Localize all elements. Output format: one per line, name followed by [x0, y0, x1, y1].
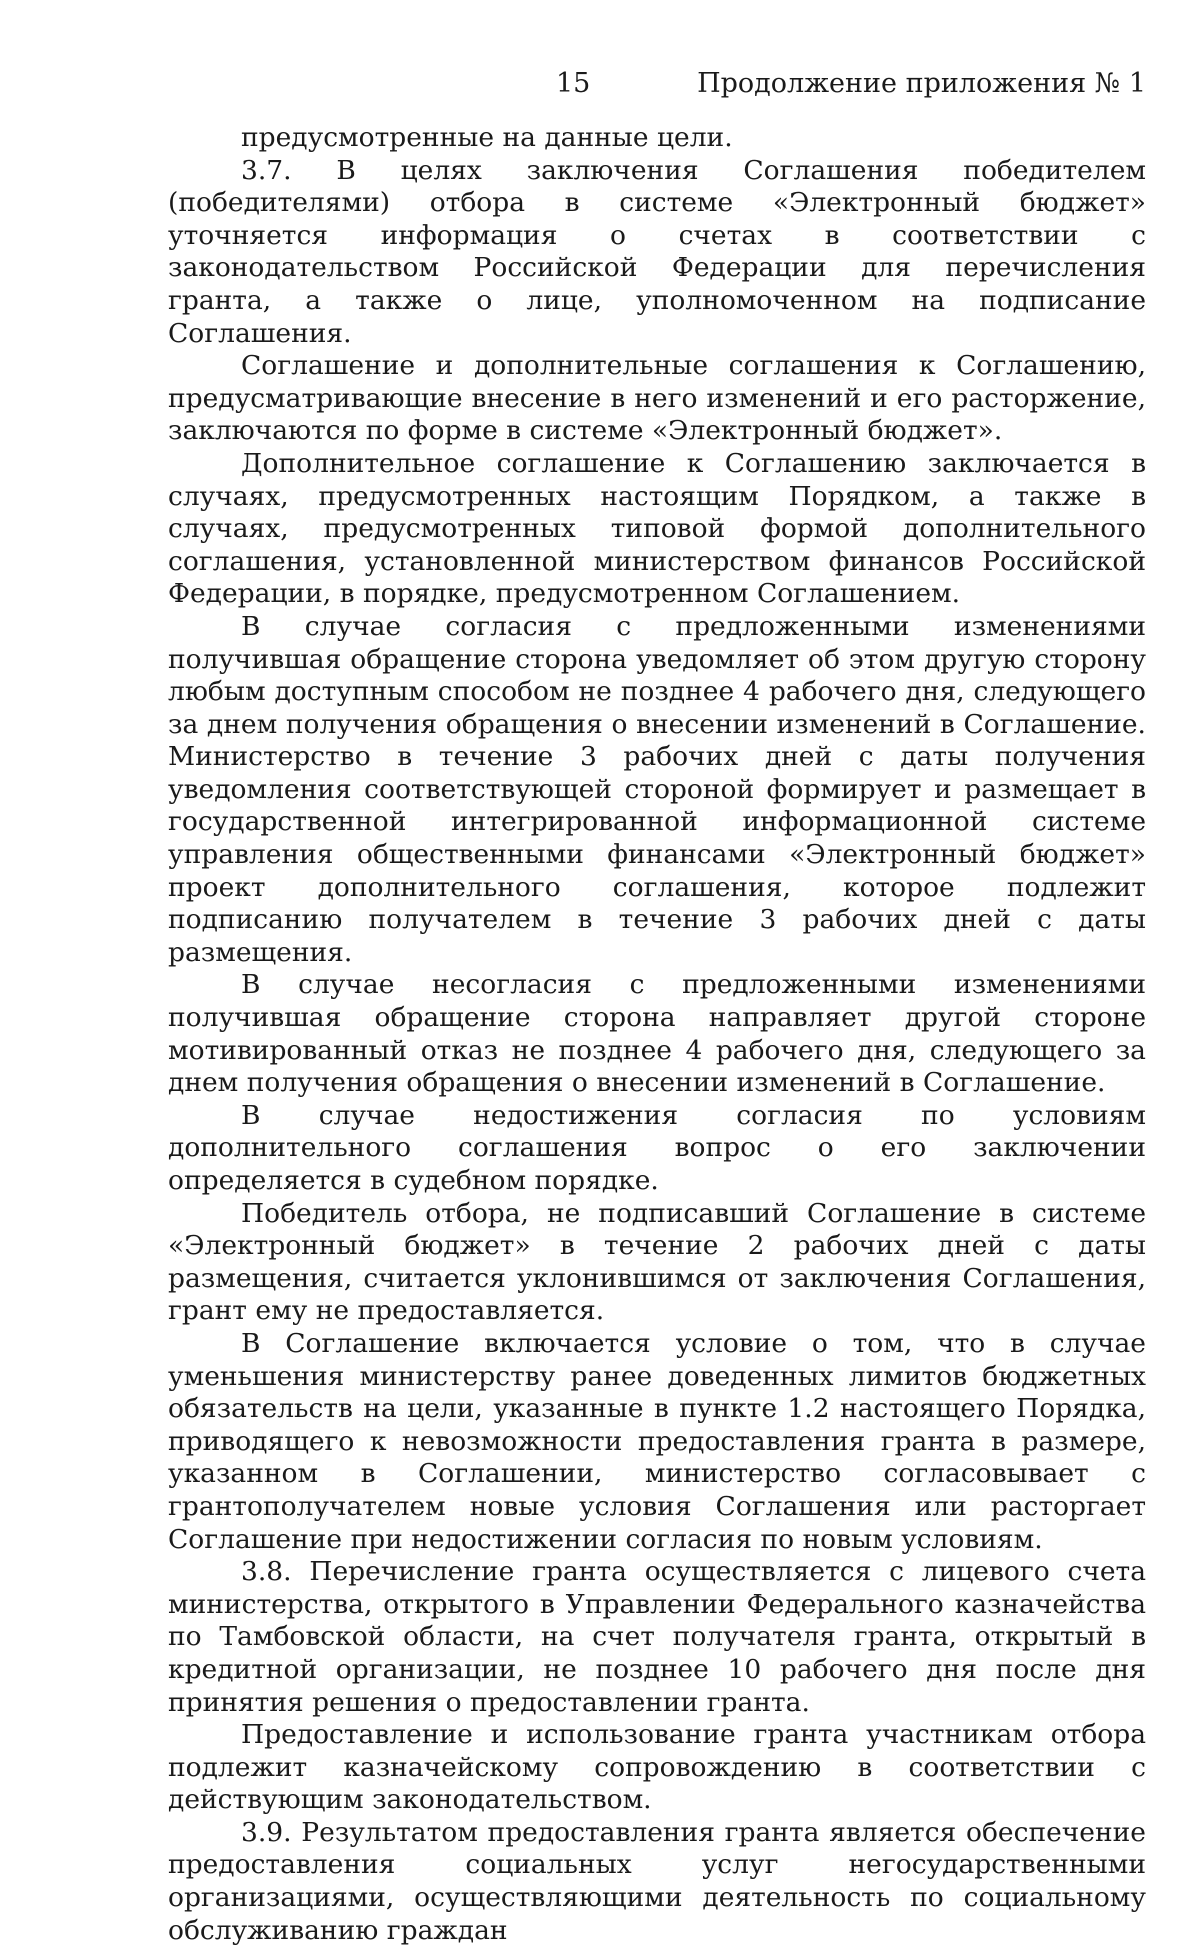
paragraph: В Соглашение включается условие о том, что в случае уменьшения министерству ранее доведенных лимитов бюджетных обязательств на цели, указанные в пункте 1.2 настоящего Порядка, приводящего к невозможности предоставления гранта в размере, указанном в Соглашении, министерство согласовывает с грантополучателем новые условия Соглашения или расторгает Соглашение при недостижении согласия по новым условиям. [168, 1327, 1146, 1555]
paragraph: В случае несогласия с предложенными изменениями получившая обращение сторона направляет другой стороне мотивированный отказ не позднее 4 рабочего дня, следующего за днем получения обращения о внесении изменений в Соглашение. [168, 969, 1146, 1099]
paragraph: Дополнительное соглашение к Соглашению заключается в случаях, предусмотренных настоящим Порядком, а также в случаях, предусмотренных типовой формой дополнительного соглашения, установленной министерством финансов Российской Федерации, в порядке, предусмотренном Соглашением. [168, 447, 1146, 610]
paragraph: Предоставление и использование гранта участникам отбора подлежит казначейскому сопровождению в соответствии с действующим законодательством. [168, 1719, 1146, 1816]
paragraph: Победитель отбора, не подписавший Соглашение в системе «Электронный бюджет» в течение 2 рабочих дней с даты размещения, считается уклонившимся от заключения Соглашения, грант ему не предоставляется. [168, 1197, 1146, 1327]
paragraph: В случае согласия с предложенными изменениями получившая обращение сторона уведомляет об этом другую сторону любым доступным способом не позднее 4 рабочего дня, следующего за днем получения обращения о внесении изменений в Соглашение. Министерство в течение 3 рабочих дней с даты получения уведомления соответствующей стороной формирует и размещает в государственной интегрированной информационной системе управления общественными финансами «Электронный бюджет» проект дополнительного соглашения, которое подлежит подписанию получателем в течение 3 рабочих дней с даты размещения. [168, 610, 1146, 968]
document-body [168, 122, 1146, 1947]
paragraph: 3.9. Результатом предоставления гранта является обеспечение предоставления социальных услуг негосударственными организациями, осуществляющими деятельность по социальному обслуживанию граждан [168, 1816, 1146, 1946]
page-number: 15 [556, 68, 591, 99]
paragraph: 3.7. В целях заключения Соглашения победителем (победителями) отбора в системе «Электронный бюджет» уточняется информация о счетах в соответствии с законодательством Российской Федерации для перечисления гранта, а также о лице, уполномоченном на подписание Соглашения. [168, 154, 1146, 349]
paragraph: В случае недостижения согласия по условиям дополнительного соглашения вопрос о его заключении определяется в судебном порядке. [168, 1099, 1146, 1196]
appendix-continuation-label: Продолжение приложения № 1 [697, 68, 1146, 99]
paragraph: предусмотренные на данные цели. [241, 122, 733, 153]
paragraph: 3.8. Перечисление гранта осуществляется с лицевого счета министерства, открытого в Управлении Федерального казначейства по Тамбовской области, на счет получателя гранта, открытый в кредитной организации, не позднее 10 рабочего дня после дня принятия решения о предоставлении гранта. [168, 1556, 1146, 1718]
paragraph: Соглашение и дополнительные соглашения к Соглашению, предусматривающие внесение в него изменений и его расторжение, заключаются по форме в системе «Электронный бюджет». [168, 350, 1146, 447]
page-header [168, 60, 1146, 108]
